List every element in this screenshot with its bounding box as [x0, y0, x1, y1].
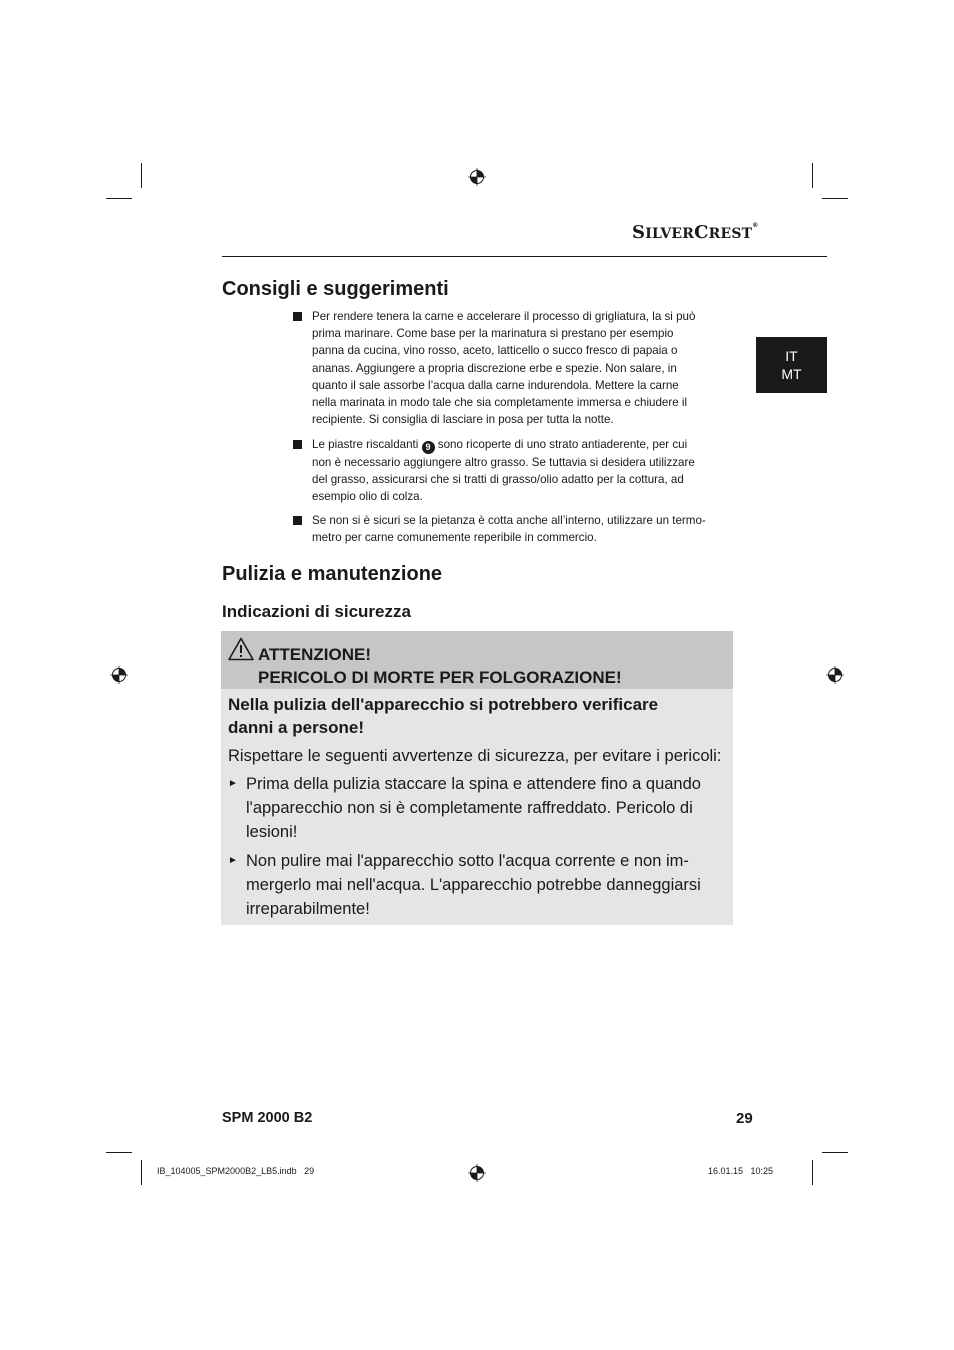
reference-number-icon: 9: [422, 441, 435, 454]
warning-triangle-icon: [228, 637, 254, 661]
crop-mark: [822, 198, 848, 199]
warning-statement: Nella pulizia dell'apparecchio si potrebbero verificare danni a persone!: [228, 695, 659, 737]
list-item: ► Prima della pulizia staccare la spina e attendere fino a quando l'apparecchio non si è completamente raffreddato. Pericolo di lesioni!: [228, 772, 728, 844]
arrow-right-icon: ►: [228, 855, 238, 866]
bullet-square-icon: [293, 516, 302, 525]
language-code: IT: [785, 348, 798, 364]
crop-mark: [141, 163, 142, 188]
warning-header: [221, 631, 733, 689]
language-code: MT: [781, 366, 802, 382]
section-subtitle: Indicazioni di sicurezza: [222, 602, 411, 621]
registration-mark-icon: [468, 1164, 486, 1182]
warning-title: ATTENZIONE! PERICOLO DI MORTE PER FOLGORAZIONE!: [258, 645, 622, 687]
warning-intro: Rispettare le seguenti avvertenze di sicurezza, per evitare i pericoli:: [228, 747, 722, 765]
list-item: Per rendere tenera la carne e accelerare il processo di grigliatura, la si può prima marinare. Come base per la marinatura si prestano per esempio panna da cucina, vino rosso, aceto, latticello o succo fresco di papaia o ananas. Aggiungere a propria discrezione erbe e spezie. Non salare, in quanto il sale assorbe l’acqua dalla carne indurendola. Mettere la carne nella marinata in modo tale che sia completamente immersa e chiudere il recipiente. Si consiglia di lasciare in posa per tutta la notte.: [292, 308, 732, 428]
language-tab: [756, 337, 827, 393]
arrow-right-icon: ►: [228, 778, 238, 789]
crop-mark: [106, 198, 132, 199]
slug-datetime: 16.01.15 10:25: [708, 1166, 774, 1176]
registration-mark-icon: [826, 666, 844, 684]
list-item: Le piastre riscaldanti 9 sono ricoperte di uno strato antiaderente, per cui non è necessario aggiungere altro grasso. Se tuttavia si desidera utilizzare del grasso, assicurarsi che si tratti di grasso/olio adatto per la cottura, ad esempio olio di colza.: [292, 436, 732, 506]
crop-mark: [822, 1152, 848, 1153]
crop-mark: [812, 163, 813, 188]
slug-file: IB_104005_SPM2000B2_LB5.indb 29: [157, 1166, 315, 1176]
crop-mark: [141, 1160, 142, 1185]
header-rule: [222, 256, 827, 257]
section-title: Pulizia e manutenzione: [222, 563, 443, 585]
list-item: Se non si è sicuri se la pietanza è cotta anche all’interno, utilizzare un termo- metro per carne comunemente reperibile in commercio.: [292, 512, 732, 546]
section-title: Consigli e suggerimenti: [222, 278, 449, 300]
crop-mark: [106, 1152, 132, 1153]
bullet-square-icon: [293, 312, 302, 321]
footer-model: SPM 2000 B2: [222, 1110, 313, 1126]
warning-box: [221, 631, 733, 925]
brand-logo: SILVERCREST®: [632, 222, 759, 243]
bullet-square-icon: [293, 440, 302, 449]
crop-mark: [812, 1160, 813, 1185]
registration-mark-icon: [468, 168, 486, 186]
list-item: ► Non pulire mai l'apparecchio sotto l'acqua corrente e non im- mergerlo mai nell'acqua. L'apparecchio potrebbe danneggiarsi irreparabilmente!: [228, 849, 728, 921]
registration-mark-icon: [110, 666, 128, 684]
page-number: 29: [736, 1110, 753, 1127]
